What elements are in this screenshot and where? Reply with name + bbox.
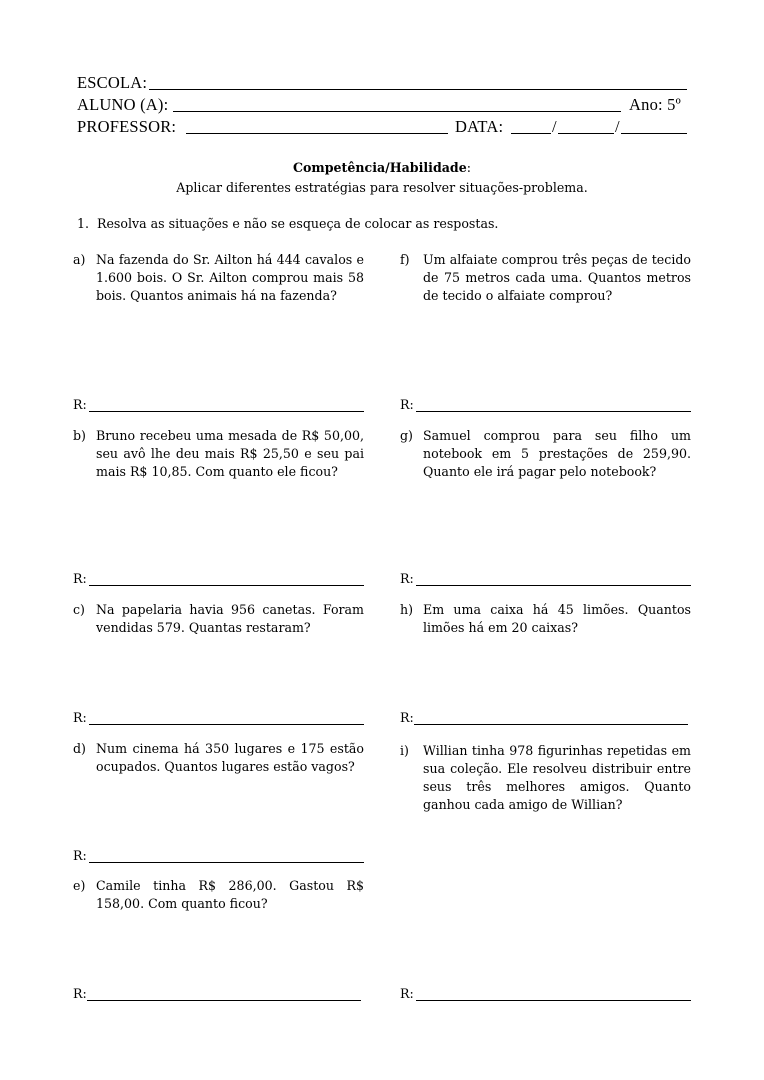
item-letter: g) — [400, 428, 413, 443]
answer-line[interactable] — [89, 724, 364, 725]
escola-label: ESCOLA: — [77, 73, 148, 92]
answer-label: R: — [400, 986, 414, 1001]
professor-line[interactable] — [186, 133, 448, 134]
item-text: Willian tinha 978 figurinhas repetidas em sua coleção. Ele resolveu distribuir entre seus três melhores amigos. Quanto ganhou cada amigo de Willian? — [423, 743, 691, 812]
item-text: Um alfaiate comprou três peças de tecido de 75 metros cada uma. Quantos metros de tecido o alfaiate comprou? — [423, 252, 691, 303]
question-1 — [77, 216, 498, 231]
competencia-heading — [0, 160, 764, 175]
answer-line[interactable] — [416, 585, 691, 586]
answer-b[interactable] — [73, 571, 364, 589]
ano-label: Ano: 5º — [629, 95, 681, 114]
aluno-line[interactable] — [173, 111, 621, 112]
answer-label: R: — [73, 710, 87, 725]
answer-e[interactable] — [73, 986, 364, 1004]
item-text: Na fazenda do Sr. Ailton há 444 cavalos e 1.600 bois. O Sr. Ailton comprou mais 58 bois. Quantos animais há na fazenda? — [96, 252, 364, 303]
item-text: Em uma caixa há 45 limões. Quantos limões há em 20 caixas? — [423, 602, 691, 635]
answer-line[interactable] — [414, 724, 688, 725]
item-letter: e) — [73, 878, 86, 893]
answer-f[interactable] — [400, 397, 691, 415]
date-day-line[interactable] — [511, 133, 551, 134]
answer-label: R: — [73, 571, 87, 586]
answer-line[interactable] — [87, 1000, 361, 1001]
item-letter: d) — [73, 741, 86, 756]
question-number: 1. — [77, 216, 90, 231]
answer-line[interactable] — [416, 1000, 691, 1001]
date-separator: / — [552, 117, 557, 136]
answer-d[interactable] — [73, 848, 364, 866]
aluno-label: ALUNO (A): — [77, 95, 169, 114]
answer-label: R: — [400, 710, 414, 725]
answer-line[interactable] — [89, 585, 364, 586]
answer-g[interactable] — [400, 571, 691, 589]
professor-field[interactable] — [77, 117, 688, 139]
answer-label: R: — [400, 571, 414, 586]
date-month-line[interactable] — [558, 133, 614, 134]
answer-c[interactable] — [73, 710, 364, 728]
answer-label: R: — [73, 397, 87, 412]
item-letter: f) — [400, 252, 410, 267]
item-letter: h) — [400, 602, 414, 617]
answer-line[interactable] — [89, 862, 364, 863]
answer-i[interactable] — [400, 986, 691, 1004]
date-year-line[interactable] — [621, 133, 687, 134]
competencia-description: Aplicar diferentes estratégias para resolver situações-problema. — [176, 180, 588, 195]
competencia-title: Competência/Habilidade — [292, 160, 467, 175]
item-letter: c) — [73, 602, 85, 617]
question-text: Resolva as situações e não se esqueça de colocar as respostas. — [97, 216, 499, 231]
item-text: Camile tinha R$ 286,00. Gastou R$ 158,00. Com quanto ficou? — [96, 878, 364, 911]
answer-label: R: — [73, 848, 87, 863]
answer-label: R: — [400, 397, 414, 412]
answer-a[interactable] — [73, 397, 364, 415]
escola-field[interactable] — [77, 73, 688, 95]
aluno-field[interactable] — [77, 95, 688, 117]
item-letter: i) — [400, 743, 409, 758]
professor-label: PROFESSOR: — [77, 117, 177, 136]
item-text: Bruno recebeu uma mesada de R$ 50,00, seu avô lhe deu mais R$ 25,50 e seu pai mais R$ 10,85. Com quanto ele ficou? — [96, 428, 364, 479]
item-text: Samuel comprou para seu filho um notebook em 5 prestações de 259,90. Quanto ele irá pagar pelo notebook? — [423, 428, 691, 479]
escola-line[interactable] — [149, 89, 687, 90]
item-letter: b) — [73, 428, 86, 443]
competencia-colon: : — [466, 160, 472, 175]
data-label: DATA: — [455, 117, 504, 136]
answer-h[interactable] — [400, 710, 691, 728]
answer-line[interactable] — [416, 411, 691, 412]
item-text: Na papelaria havia 956 canetas. Foram vendidas 579. Quantas restaram? — [96, 602, 364, 635]
item-letter: a) — [73, 252, 86, 267]
answer-label: R: — [73, 986, 87, 1001]
answer-line[interactable] — [89, 411, 364, 412]
item-text: Num cinema há 350 lugares e 175 estão ocupados. Quantos lugares estão vagos? — [96, 741, 364, 774]
date-separator: / — [615, 117, 620, 136]
